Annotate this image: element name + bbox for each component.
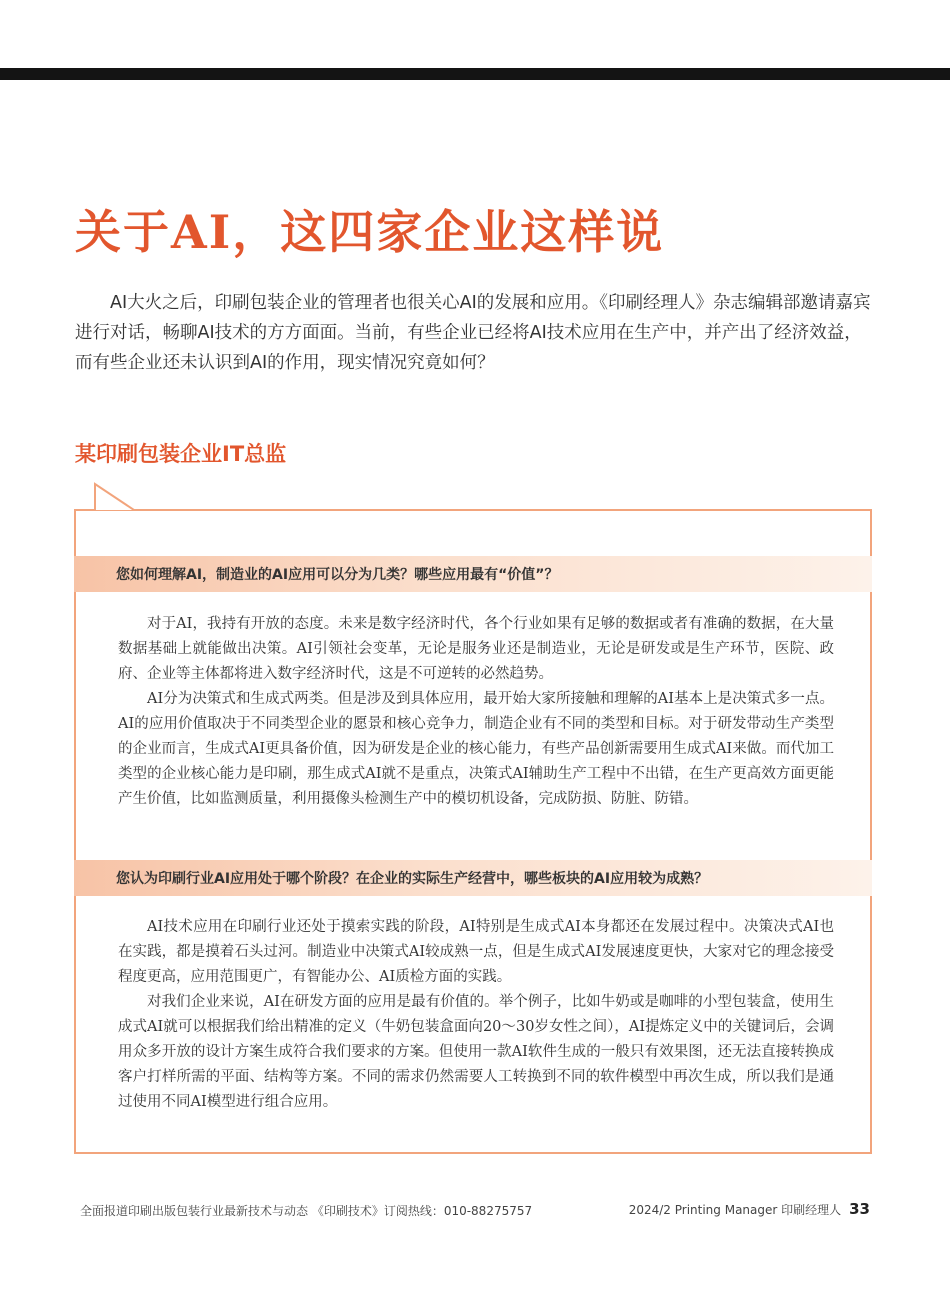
header-rule (0, 68, 950, 80)
question-bar (74, 556, 872, 592)
answer-block (118, 612, 834, 812)
question-text: 您认为印刷行业AI应用处于哪个阶段？在企业的实际生产经营中，哪些板块的AI应用较为成熟？ (116, 871, 709, 887)
question-text: 您如何理解AI，制造业的AI应用可以分为几类？哪些应用最有“价值”？ (116, 567, 559, 583)
answer-paragraph: AI技术应用在印刷行业还处于摸索实践的阶段，AI特别是生成式AI本身都还在发展过程中。决策决式AI也在实践，都是摸着石头过河。制造业中决策式AI较成熟一点，但是生成式AI发展速度更快，大家对它的理念接受程度更高，应用范围更广，有智能办公、AI质检方面的实践。 (118, 919, 834, 985)
article-title: 关于AI，这四家企业这样说 (75, 205, 665, 259)
footer-issue: 2024/2 Printing Manager 印刷经理人 (628, 1203, 842, 1217)
section-heading: 某印刷包装企业IT总监 (75, 442, 287, 466)
speech-bubble-tail (94, 484, 154, 514)
question-bar (74, 860, 872, 896)
footer-tagline: 全面报道印刷出版包装行业最新技术与动态 《印刷技术》订阅热线：010-88275757 (80, 1204, 533, 1218)
footer-issue-info (629, 1200, 870, 1218)
page-number: 33 (849, 1200, 870, 1218)
article-intro: AI大火之后，印刷包装企业的管理者也很关心AI的发展和应用。《印刷经理人》杂志编辑部邀请嘉宾进行对话，畅聊AI技术的方方面面。当前，有些企业已经将AI技术应用在生产中，并产出了经济效益，而有些企业还未认识到AI的作用，现实情况究竟如何？ (75, 293, 871, 373)
answer-paragraph: AI分为决策式和生成式两类。但是涉及到具体应用，最开始大家所接触和理解的AI基本上是决策式多一点。AI的应用价值取决于不同类型企业的愿景和核心竞争力，制造企业有不同的类型和目标。对于研发带动生产类型的企业而言，生成式AI更具备价值，因为研发是企业的核心能力，有些产品创新需要用生成式AI来做。而代加工类型的企业核心能力是印刷，那生成式AI就不是重点，决策式AI辅助生产工程中不出错，在生产更高效方面更能产生价值，比如监测质量，利用摄像头检测生产中的模切机设备，完成防损、防脏、防错。 (118, 691, 834, 807)
answer-paragraph: 对我们企业来说，AI在研发方面的应用是最有价值的。举个例子，比如牛奶或是咖啡的小型包装盒，使用生成式AI就可以根据我们给出精准的定义（牛奶包装盒面向20～30岁女性之间），AI提炼定义中的关键词后，会调用众多开放的设计方案生成符合我们要求的方案。但使用一款AI软件生成的一般只有效果图，还无法直接转换成客户打样所需的平面、结构等方案。不同的需求仍然需要人工转换到不同的软件模型中再次生成，所以我们是通过使用不同AI模型进行组合应用。 (118, 994, 834, 1110)
answer-paragraph: 对于AI，我持有开放的态度。未来是数字经济时代，各个行业如果有足够的数据或者有准确的数据，在大量数据基础上就能做出决策。AI引领社会变革，无论是服务业还是制造业，无论是研发或是生产环节，医院、政府、企业等主体都将进入数字经济时代，这是不可逆转的必然趋势。 (118, 616, 834, 682)
answer-block (118, 915, 834, 1115)
